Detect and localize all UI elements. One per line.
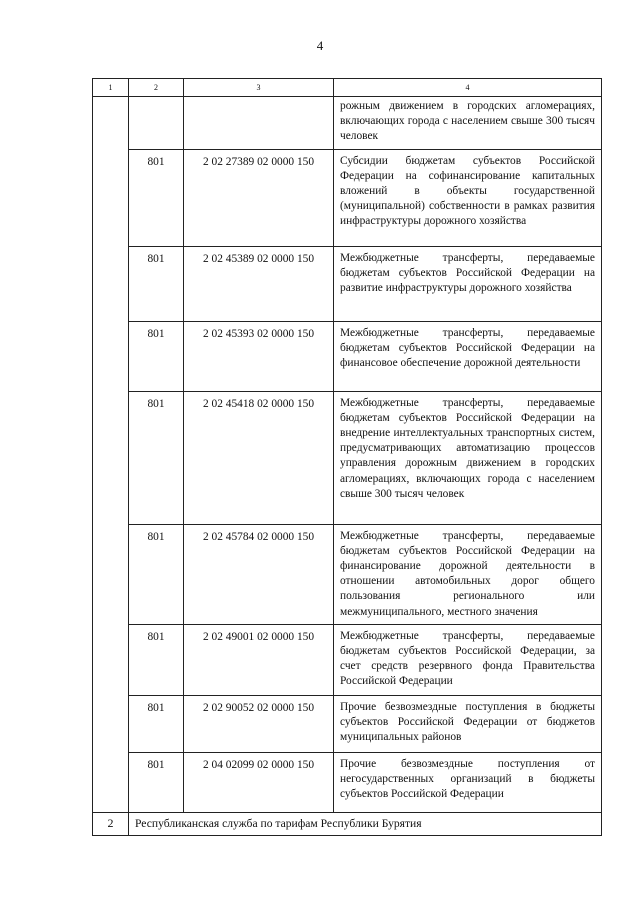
section-title: Республиканская служба по тарифам Республики Бурятия bbox=[129, 812, 602, 835]
admin-code-cell: 801 bbox=[129, 624, 184, 695]
revenue-code-cell: 2 02 45784 02 0000 150 bbox=[184, 524, 334, 624]
revenue-name-cell: рожным движением в городских агломерациях, включающих города с населением свыше 300 тысяч человек bbox=[334, 97, 602, 150]
table-row bbox=[93, 695, 602, 752]
admin-code-cell: 801 bbox=[129, 752, 184, 812]
revenue-code-cell: 2 02 45393 02 0000 150 bbox=[184, 321, 334, 391]
column-header-1: 1 bbox=[93, 79, 129, 97]
revenue-code-cell: 2 02 45389 02 0000 150 bbox=[184, 246, 334, 321]
column-header-3: 3 bbox=[184, 79, 334, 97]
table-row bbox=[93, 321, 602, 391]
revenue-code-cell: 2 02 90052 02 0000 150 bbox=[184, 695, 334, 752]
revenue-code-cell: 2 04 02099 02 0000 150 bbox=[184, 752, 334, 812]
admin-code-cell: 801 bbox=[129, 391, 184, 524]
revenue-name-cell: Межбюджетные трансферты, передаваемые бюджетам субъектов Российской Федерации на внедрение интеллектуальных транспортных систем, предусматривающих автоматизацию процессов управления дорожным движением в городских агломерациях, включающих города с населением свыше 300 тысяч человек bbox=[334, 391, 602, 524]
table-row bbox=[93, 149, 602, 246]
column-header-4: 4 bbox=[334, 79, 602, 97]
section-row bbox=[93, 812, 602, 835]
section-number: 2 bbox=[93, 812, 129, 835]
table-row bbox=[93, 624, 602, 695]
continuation-row bbox=[93, 97, 602, 150]
revenue-name-cell: Прочие безвозмездные поступления в бюджеты субъектов Российской Федерации от бюджетов муниципальных районов bbox=[334, 695, 602, 752]
revenue-name-cell: Межбюджетные трансферты, передаваемые бюджетам субъектов Российской Федерации на развитие инфраструктуры дорожного хозяйства bbox=[334, 246, 602, 321]
table-row bbox=[93, 391, 602, 524]
revenue-code-cell: 2 02 27389 02 0000 150 bbox=[184, 149, 334, 246]
admin-code-cell bbox=[129, 97, 184, 150]
column-header-2: 2 bbox=[129, 79, 184, 97]
revenue-name-cell: Прочие безвозмездные поступления от негосударственных организаций в бюджеты субъектов Российской Федерации bbox=[334, 752, 602, 812]
table-row bbox=[93, 524, 602, 624]
section-number-cell bbox=[93, 97, 129, 813]
table-row bbox=[93, 246, 602, 321]
revenue-name-cell: Межбюджетные трансферты, передаваемые бюджетам субъектов Российской Федерации на финансирование дорожной деятельности в отношении автомобильных дорог общего пользования регионального или межмуниципального, местного значения bbox=[334, 524, 602, 624]
admin-code-cell: 801 bbox=[129, 149, 184, 246]
admin-code-cell: 801 bbox=[129, 246, 184, 321]
admin-code-cell: 801 bbox=[129, 321, 184, 391]
revenue-name-cell: Субсидии бюджетам субъектов Российской Федерации на софинансирование капитальных вложений в объекты государственной (муниципальной) собственности в рамках развития инфраструктуры дорожного хозяйства bbox=[334, 149, 602, 246]
revenue-name-cell: Межбюджетные трансферты, передаваемые бюджетам субъектов Российской Федерации, за счет средств резервного фонда Правительства Российской Федерации bbox=[334, 624, 602, 695]
column-number-row bbox=[93, 79, 602, 97]
table-row bbox=[93, 752, 602, 812]
revenue-name-cell: Межбюджетные трансферты, передаваемые бюджетам субъектов Российской Федерации на финансовое обеспечение дорожной деятельности bbox=[334, 321, 602, 391]
revenue-code-cell: 2 02 45418 02 0000 150 bbox=[184, 391, 334, 524]
revenue-code-cell bbox=[184, 97, 334, 150]
revenue-code-cell: 2 02 49001 02 0000 150 bbox=[184, 624, 334, 695]
page-number: 4 bbox=[316, 38, 324, 53]
admin-code-cell: 801 bbox=[129, 524, 184, 624]
admin-code-cell: 801 bbox=[129, 695, 184, 752]
revenue-codes-table bbox=[92, 78, 602, 836]
